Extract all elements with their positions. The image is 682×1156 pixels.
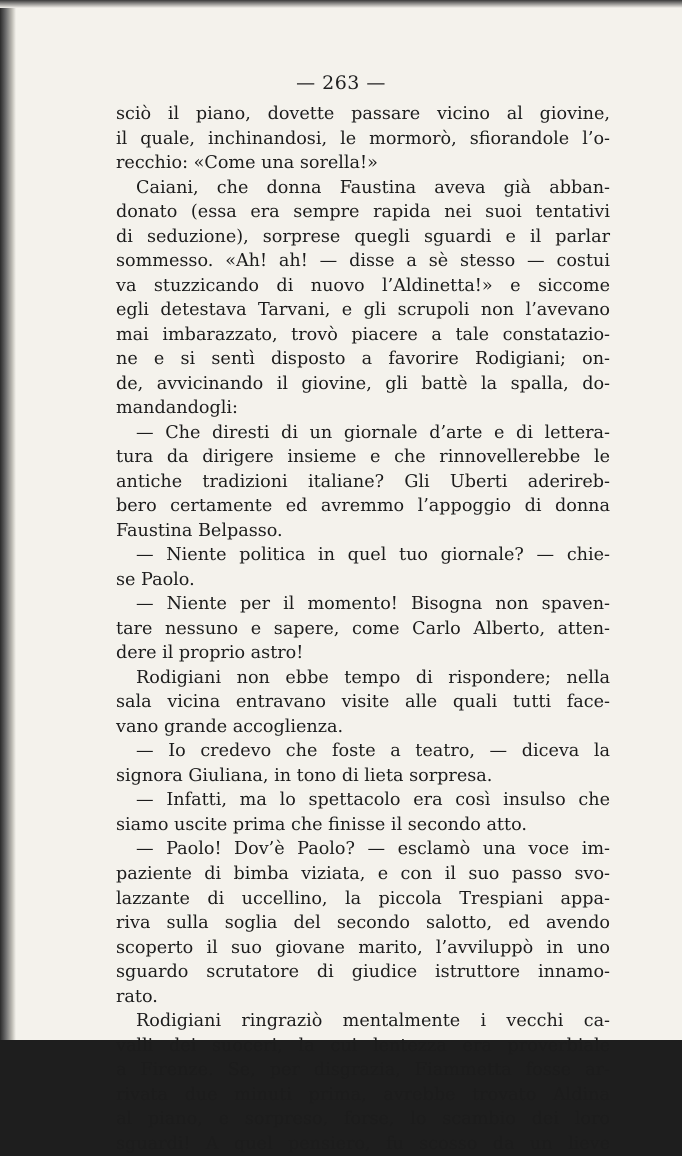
text-line: sguardo scrutatore di giudice istruttore innamo-	[116, 962, 610, 983]
text-line: rivata due minuti prima, avrebbe trovato Aldina	[116, 1084, 610, 1105]
text-line: vano grande accoglienza.	[116, 716, 344, 737]
text-line: sciò il piano, dovette passare vicino al giovine,	[116, 104, 610, 124]
text-line: sguardi! A quel pensiero, fu scosso da un lieve	[116, 1133, 610, 1154]
text-line: al piano, e sorpreso, forse, lo scambio dei loro	[116, 1109, 610, 1130]
text-line: recchio: «Come una sorella!»	[116, 153, 378, 174]
text-line: lazzante di uccellino, la piccola Trespiani appa-	[116, 888, 610, 909]
text-line: riva sulla soglia del secondo salotto, ed avendo	[116, 913, 610, 934]
page-top-shadow	[0, 0, 682, 8]
text-line: mandandogli:	[116, 398, 238, 419]
text-line: rato.	[116, 986, 158, 1007]
text-line: sala vicina entravano visite alle quali tutti face-	[116, 692, 610, 713]
text-line: paziente di bimba viziata, e con il suo passo svo-	[116, 863, 610, 884]
text-line: Caiani, che donna Faustina aveva già abban-	[136, 177, 610, 198]
page-number: — 263 —	[296, 72, 386, 94]
text-line: antiche tradizioni italiane? Gli Uberti aderireb-	[116, 471, 610, 492]
text-line: ne e si sentì disposto a favorire Rodigiani; on-	[116, 349, 610, 370]
text-line: il quale, inchinandosi, le mormorò, sfiorandole l’o-	[116, 128, 610, 149]
text-line: sommesso. «Ah! ah! — disse a sè stesso — costui	[116, 251, 610, 272]
text-line: siamo uscite prima che finisse il secondo atto.	[116, 814, 527, 835]
page-binding-shadow	[0, 0, 16, 1040]
text-line: bero certamente ed avremmo l’appoggio di donna	[116, 496, 610, 517]
text-line: de, avvicinando il giovine, gli battè la spalla, do-	[116, 373, 610, 394]
text-line: — Niente per il momento! Bisogna non spaven-	[136, 594, 610, 615]
text-line: signora Giuliana, in tono di lieta sorpresa.	[116, 765, 493, 786]
text-line: a Firenze. Se, per disgrazia, Fiammetta fosse ar-	[116, 1060, 610, 1081]
text-line: — Infatti, ma lo spettacolo era così insulso che	[136, 790, 610, 811]
body-text	[116, 102, 610, 1156]
text-line: tare nessuno e sapere, come Carlo Alberto, atten-	[116, 618, 610, 639]
text-line: Faustina Belpasso.	[116, 520, 283, 541]
text-line: Rodigiani non ebbe tempo di rispondere; nella	[136, 667, 610, 688]
text-line: tura da dirigere insieme e che rinnovellerebbe le	[116, 447, 610, 468]
text-line: — Paolo! Dov’è Paolo? — esclamò una voce im-	[136, 839, 610, 860]
text-line: — Io credevo che foste a teatro, — diceva la	[136, 741, 610, 762]
text-line: valli dei suoceri, la cui lentezza era proverbiale	[116, 1035, 610, 1056]
text-line: mai imbarazzato, trovò piacere a tale constatazio-	[116, 324, 610, 345]
text-line: — Che diresti di un giornale d’arte e di lettera-	[136, 422, 610, 443]
text-line: Rodigiani ringraziò mentalmente i vecchi ca-	[136, 1011, 610, 1032]
text-line: dere il proprio astro!	[116, 643, 304, 664]
text-line: di seduzione), sorprese quegli sguardi e il parlar	[116, 226, 610, 247]
text-line: va stuzzicando di nuovo l’Aldinetta!» e siccome	[116, 275, 610, 296]
text-line: — Niente politica in quel tuo giornale? — chie-	[136, 545, 610, 566]
text-line: egli detestava Tarvani, e gli scrupoli non l’avevano	[116, 300, 610, 321]
text-line: se Paolo.	[116, 569, 195, 590]
text-line: scoperto il suo giovane marito, l’avviluppò in uno	[116, 937, 610, 958]
text-line: donato (essa era sempre rapida nei suoi tentativi	[116, 202, 610, 223]
